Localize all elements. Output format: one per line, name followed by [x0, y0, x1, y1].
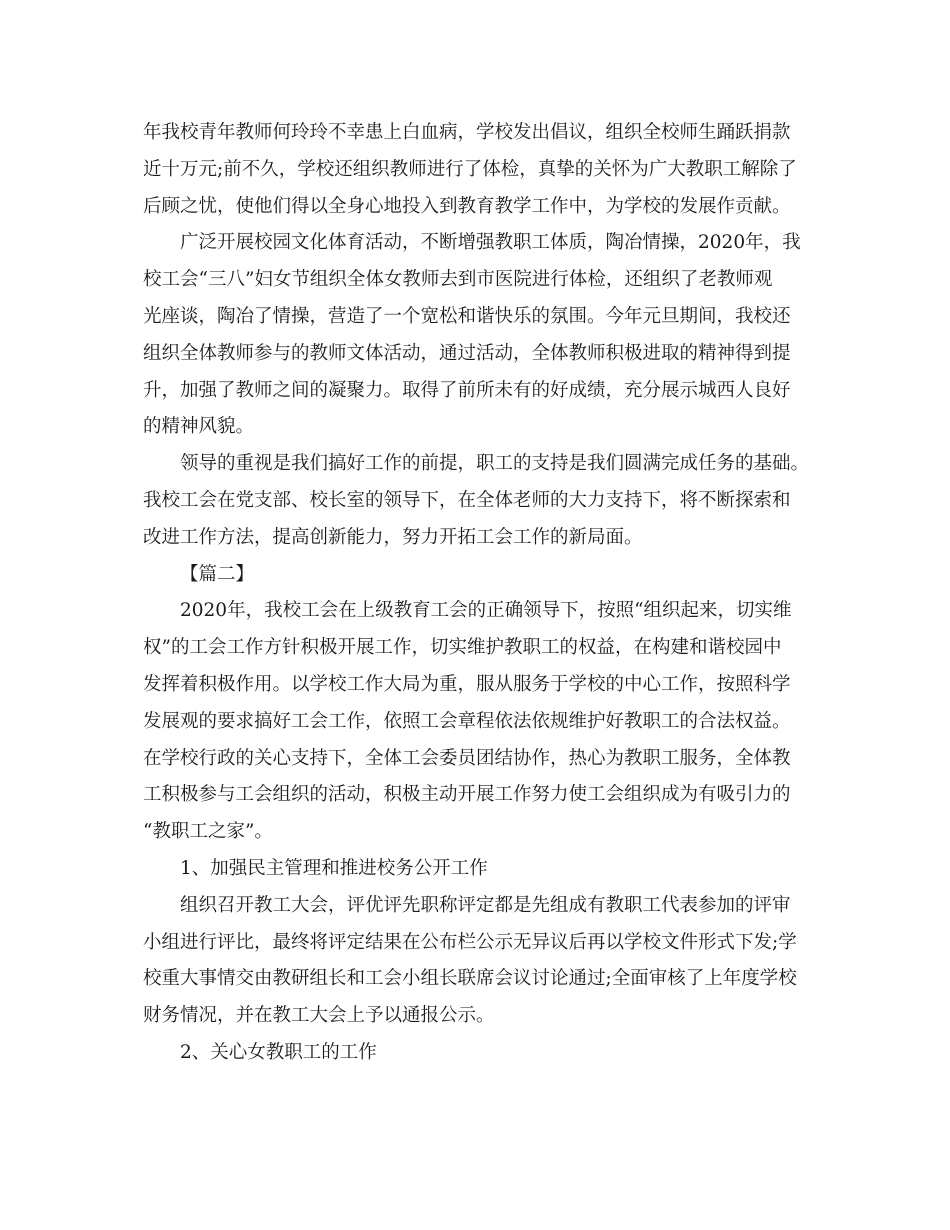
text-line: 权”的工会工作方针积极开展工作，切实维护教职工的权益，在构建和谐校园中	[143, 637, 782, 659]
text-line: 我校工会在党支部、校长室的领导下，在全体老师的大力支持下，将不断探索和	[143, 489, 791, 511]
text-line: 发展观的要求搞好工会工作，依照工会章程依法依规维护好教职工的合法权益。	[143, 710, 791, 732]
text-line: 小组进行评比，最终将评定结果在公布栏公示无异议后再以学校文件形式下发;学	[143, 931, 797, 953]
text-line: 后顾之忧，使他们得以全身心地投入到教育教学工作中，为学校的发展作贡献。	[143, 195, 791, 217]
text-line: 组织召开教工大会，评优评先职称评定都是先组成有教职工代表参加的评审	[180, 894, 791, 916]
text-line: 近十万元;前不久，学校还组织教师进行了体检，真挚的关怀为广大教职工解除了	[143, 158, 797, 180]
text-line: 光座谈，陶冶了情操，营造了一个宽松和谐快乐的氛围。今年元旦期间，我校还	[143, 305, 791, 327]
text-line: 升，加强了教师之间的凝聚力。取得了前所未有的好成绩，充分展示城西人良好	[143, 379, 791, 401]
text-line: 组织全体教师参与的教师文体活动，通过活动，全体教师积极进取的精神得到提	[143, 342, 791, 364]
text-line: 广泛开展校园文化体育活动，不断增强教职工体质，陶冶情操，2020年，我	[180, 232, 801, 254]
text-line: 在学校行政的关心支持下，全体工会委员团结协作，热心为教职工服务，全体教	[143, 747, 791, 769]
text-line: 工积极参与工会组织的活动，积极主动开展工作努力使工会组织成为有吸引力的	[143, 784, 791, 806]
text-line: 发挥着积极作用。以学校工作大局为重，服从服务于学校的中心工作，按照科学	[143, 673, 791, 695]
text-line: 财务情况，并在教工大会上予以通报公示。	[143, 1005, 495, 1027]
text-line: 校工会“三八”妇女节组织全体女教师去到市医院进行体检，还组织了老教师观	[143, 269, 773, 291]
text-line: 领导的重视是我们搞好工作的前提，职工的支持是我们圆满完成任务的基础。	[180, 453, 810, 475]
text-line: 2、关心女教职工的工作	[180, 1041, 377, 1063]
document-body	[143, 115, 810, 1072]
text-line: 2020年，我校工会在上级教育工会的正确领导下，按照“组织起来，切实维	[180, 600, 792, 622]
text-line: 改进工作方法，提高创新能力，努力开拓工会工作的新局面。	[143, 526, 643, 548]
text-line: “教职工之家”。	[143, 821, 273, 843]
text-line: 校重大事情交由教研组长和工会小组长联席会议讨论通过;全面审核了上年度学校	[143, 968, 797, 990]
text-line: 年我校青年教师何玲玲不幸患上白血病，学校发出倡议，组织全校师生踊跃捐款	[143, 122, 791, 143]
text-line: 的精神风貌。	[143, 416, 255, 438]
text-line: 1、加强民主管理和推进校务公开工作	[180, 857, 488, 879]
text-line: 【篇二】	[180, 563, 255, 585]
